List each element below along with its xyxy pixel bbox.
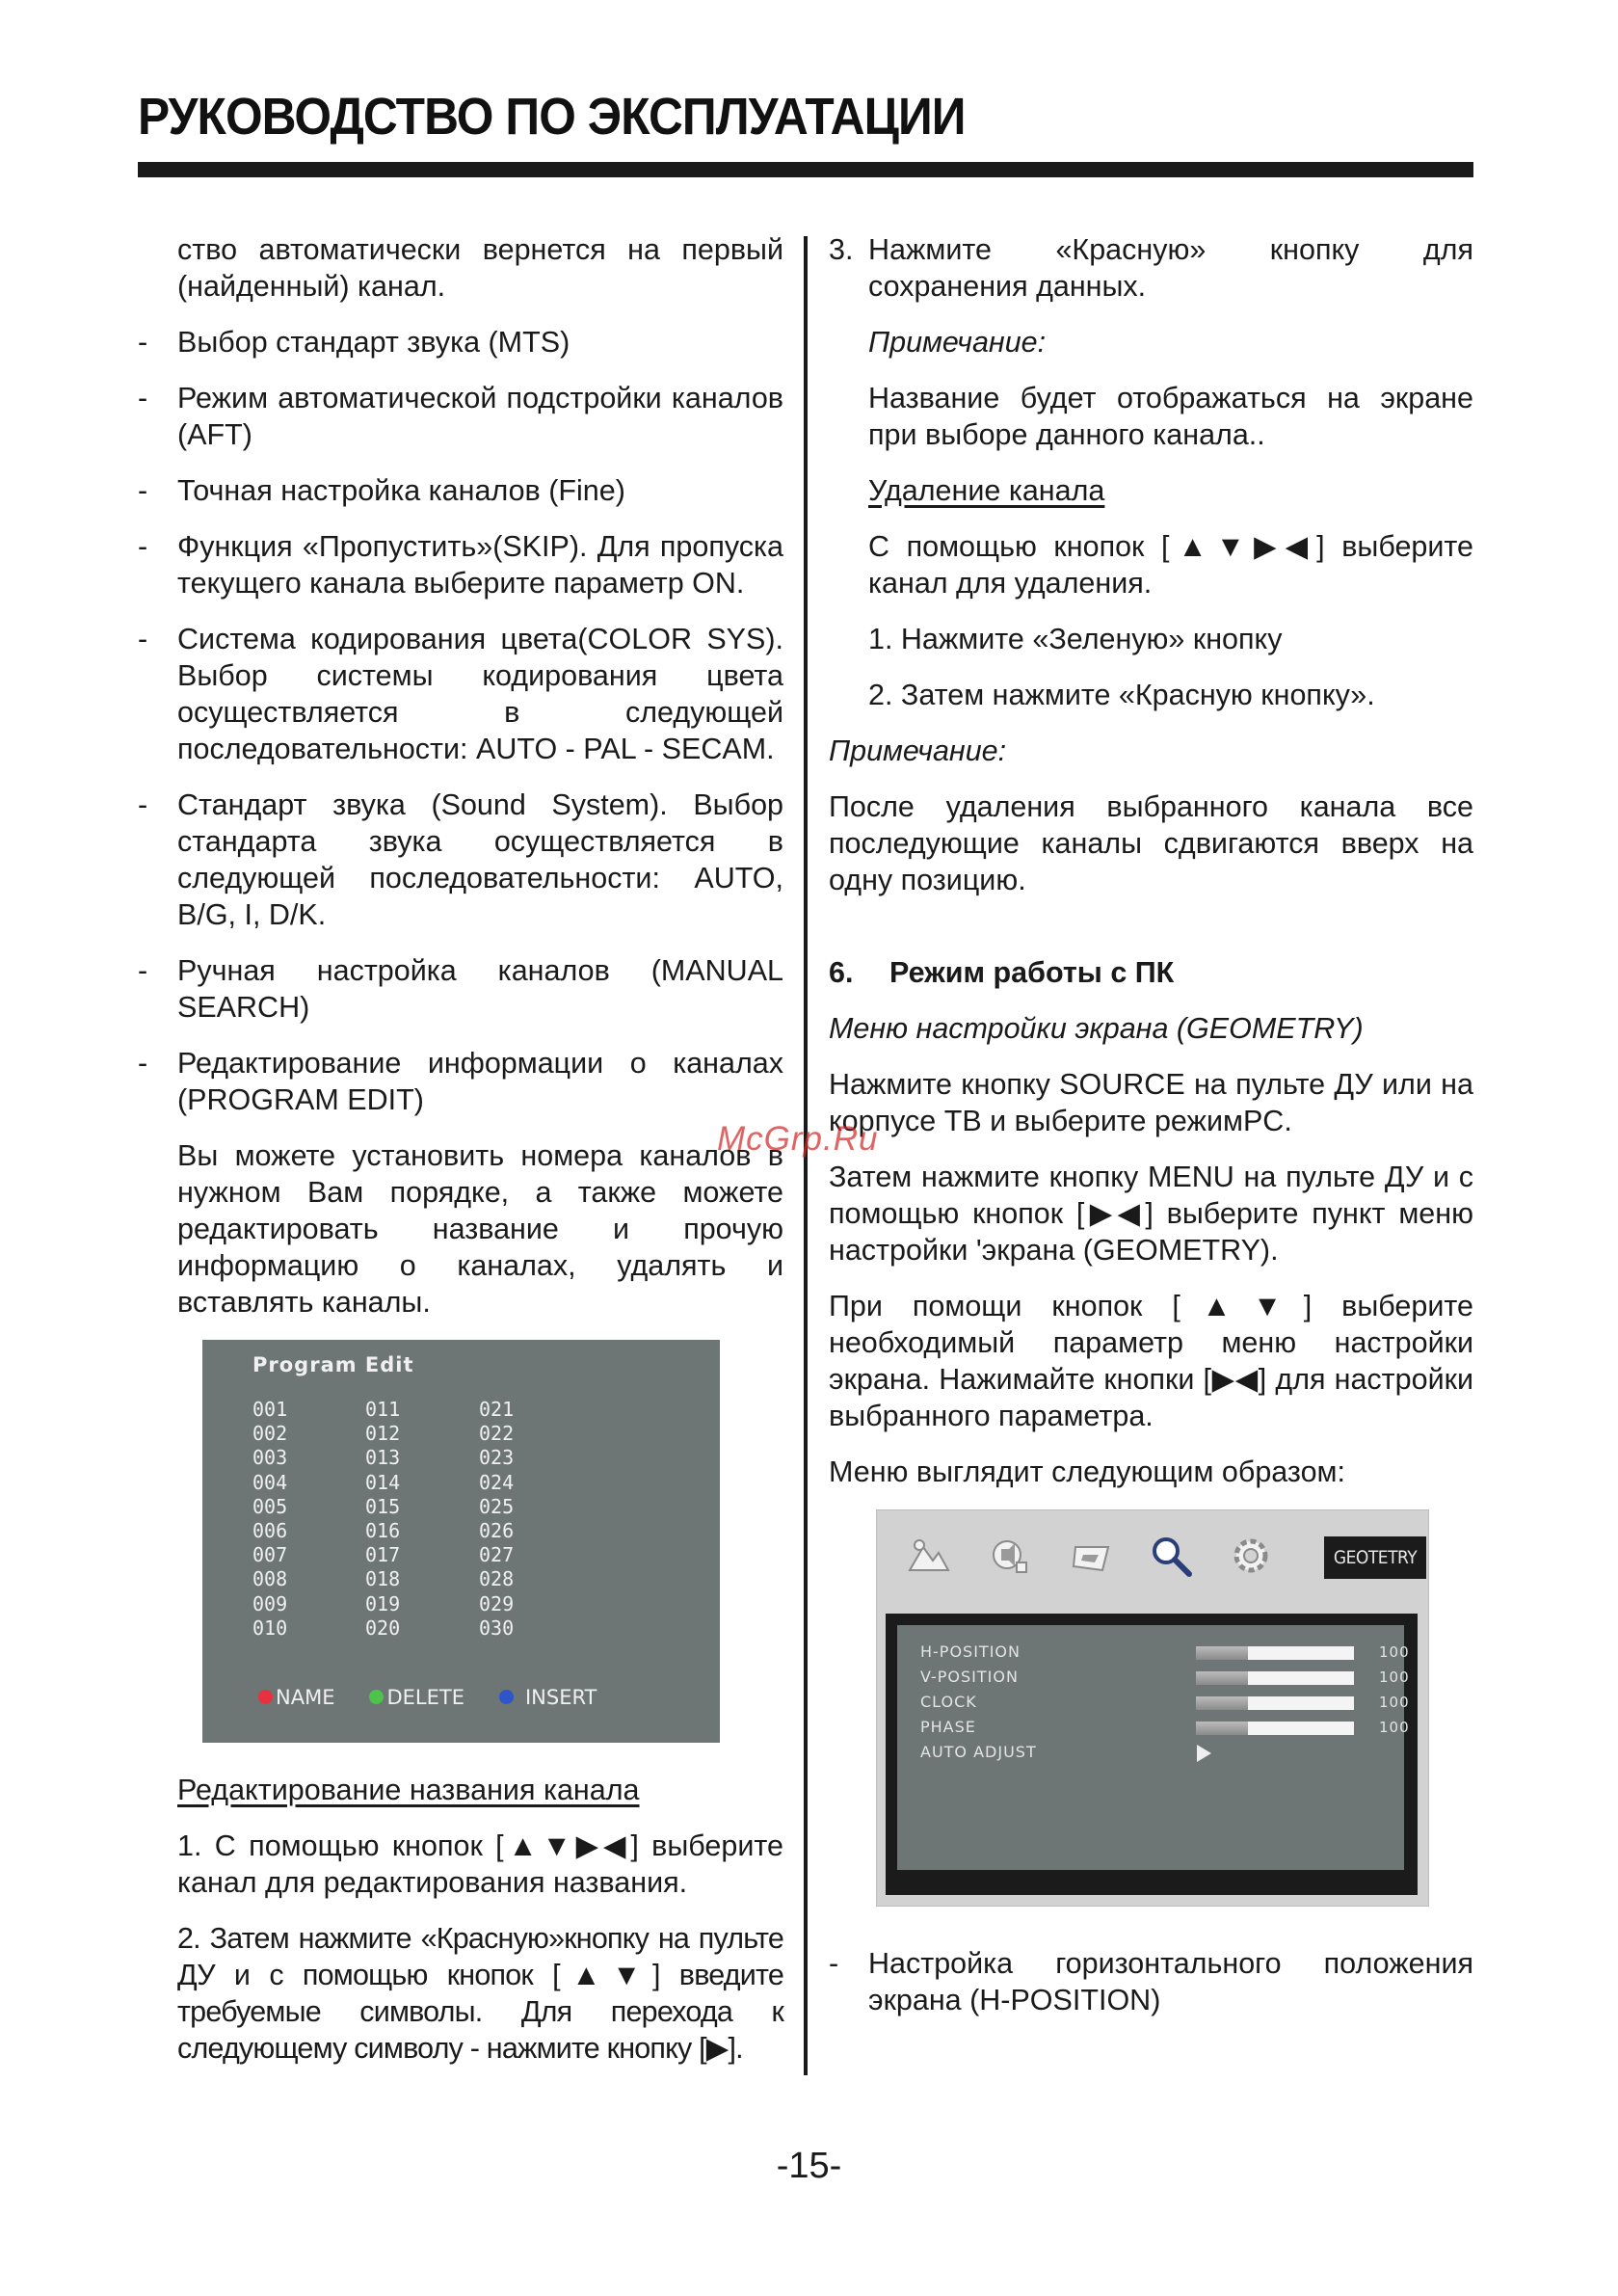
slider-fill <box>1196 1722 1248 1735</box>
red-dot-icon <box>258 1690 273 1704</box>
page-title: РУКОВОДСТВО ПО ЭКСПЛУАТАЦИИ <box>138 88 966 146</box>
program-edit-description: Вы можете установить номера каналов в нужном Вам порядке, а также можете редактировать название и прочую информацию о каналах, удалять и вставлять каналы. <box>177 1139 783 1319</box>
program-edit-panel <box>202 1340 720 1743</box>
channel-number: 025 <box>479 1494 515 1518</box>
menu-row-phase: PHASE 100 <box>920 1718 1410 1736</box>
channel-column-1 <box>252 1398 287 1641</box>
bullet-item: - Стандарт звука (Sound System). Выбор стандарта звука осуществляется в следующей последовательности: AUTO, B/G, I, D/K. <box>138 788 783 931</box>
slider-fill <box>1196 1646 1248 1660</box>
note-label-2: Примечание: <box>829 734 1007 767</box>
slider-track <box>1196 1646 1354 1660</box>
slider-fill <box>1196 1671 1248 1685</box>
channel-number: 012 <box>365 1422 401 1446</box>
channel-number: 024 <box>479 1470 515 1494</box>
pc-paragraph-2: Затем нажмите кнопку MENU на пульте ДУ и с помощью кнопок [▶◀] выберите пункт меню настройки 'экрана (GEOMETRY). <box>829 1161 1473 1267</box>
step-3: 3. Нажмите «Красную» кнопку для сохранения данных. <box>829 233 1473 303</box>
channel-number: 020 <box>365 1615 401 1640</box>
bullet-item: - Функция «Пропустить»(SKIP). Для пропуска текущего канала выберите параметр ON. <box>138 530 783 600</box>
watermark: McGrp.Ru <box>717 1120 879 1158</box>
channel-number: 008 <box>252 1567 288 1591</box>
channel-number: 021 <box>479 1398 515 1421</box>
bullet-item: - Выбор стандарт звука (MTS) <box>138 326 570 359</box>
right-column <box>829 231 1473 2038</box>
channel-number: 029 <box>479 1591 515 1615</box>
note-text-2: После удаления выбранного канала все последующие каналы сдвигаются вверх на одну позицию. <box>829 790 1473 896</box>
delete-channel-heading: Удаление канала <box>868 474 1105 507</box>
geometry-subtitle: Меню настройки экрана (GEOMETRY) <box>829 1012 1364 1045</box>
channel-number: 019 <box>365 1591 401 1615</box>
gear-icon <box>1229 1534 1273 1578</box>
legend-name: NAME <box>276 1686 335 1709</box>
channel-number: 018 <box>365 1567 401 1591</box>
delete-step-2: 2. Затем нажмите «Красную кнопку». <box>868 679 1375 711</box>
channel-number: 030 <box>479 1615 515 1640</box>
channel-number: 013 <box>365 1446 401 1470</box>
channel-number: 023 <box>479 1446 515 1470</box>
bullet-item: - Режим автоматической подстройки каналов (AFT) <box>138 382 783 451</box>
channel-column-2 <box>365 1398 400 1641</box>
edit-name-step-2: 2. Затем нажмите «Красную»кнопку на пульте ДУ и с помощью кнопок [▲▼] введите требуемые символы. Для перехода к следующему символу - нажмите кнопку [▶]. <box>177 1922 783 2065</box>
channel-number: 001 <box>252 1398 288 1421</box>
menu-tab-bar <box>877 1510 1428 1607</box>
channel-number: 015 <box>365 1494 401 1518</box>
section-heading: 6. Режим работы с ПК <box>829 956 1175 989</box>
screen-icon <box>1070 1534 1114 1578</box>
channel-number: 003 <box>252 1446 288 1470</box>
geometry-tab: GEOTETRY <box>1324 1536 1426 1579</box>
pc-paragraph-3: При помощи кнопок [▲▼] выберите необходимый параметр меню настройки экрана. Нажимайте кнопки [▶◀] для настройки выбранного параметра. <box>829 1290 1473 1432</box>
channel-number: 022 <box>479 1422 515 1446</box>
slider-fill <box>1196 1696 1248 1710</box>
pc-paragraph-4: Меню выглядит следующим образом: <box>829 1455 1345 1488</box>
title-rule <box>138 162 1473 177</box>
channel-number: 009 <box>252 1591 288 1615</box>
delete-step-1: 1. Нажмите «Зеленую» кнопку <box>868 623 1283 655</box>
program-edit-title: Program Edit <box>252 1353 414 1376</box>
green-dot-icon <box>369 1690 384 1704</box>
slider-track <box>1196 1722 1354 1735</box>
channel-number: 027 <box>479 1543 515 1567</box>
bullet-item: - Система кодирования цвета(COLOR SYS). Выбор системы кодирования цвета осуществляется в следующей последовательности: AUTO - PAL - SECAM. <box>138 623 783 765</box>
left-column <box>138 231 783 2086</box>
channel-number: 011 <box>365 1398 401 1421</box>
edit-name-step-1: 1. С помощью кнопок [▲▼▶◀] выберите канал для редактирования названия. <box>177 1829 783 1899</box>
channel-number: 016 <box>365 1518 401 1542</box>
color-legend <box>258 1685 631 1710</box>
magnifier-icon <box>1149 1534 1193 1578</box>
menu-row-clock: CLOCK 100 <box>920 1693 1410 1711</box>
legend-insert: INSERT <box>524 1686 597 1709</box>
geometry-menu-screenshot <box>876 1509 1429 1907</box>
picture-icon <box>906 1534 950 1578</box>
menu-row-h-position: H-POSITION 100 <box>920 1642 1410 1661</box>
channel-column-3 <box>479 1398 514 1641</box>
channel-number: 002 <box>252 1422 288 1446</box>
sound-icon <box>988 1534 1032 1578</box>
delete-channel-text: С помощью кнопок [▲▼▶◀] выберите канал для удаления. <box>868 530 1473 600</box>
play-arrow-icon <box>1197 1745 1211 1762</box>
pc-paragraph-1: Нажмите кнопку SOURCE на пульте ДУ или на корпусе ТВ и выберите режимPC. <box>829 1068 1473 1137</box>
slider-track <box>1196 1671 1354 1685</box>
channel-number: 007 <box>252 1543 288 1567</box>
channel-number: 010 <box>252 1615 288 1640</box>
channel-number: 017 <box>365 1543 401 1567</box>
bullet-item: - Редактирование информации о каналах (PROGRAM EDIT) <box>138 1047 783 1116</box>
channel-number: 005 <box>252 1494 288 1518</box>
channel-number: 004 <box>252 1470 288 1494</box>
channel-number: 006 <box>252 1518 288 1542</box>
channel-number: 028 <box>479 1567 515 1591</box>
note-label: Примечание: <box>868 326 1047 359</box>
slider-track <box>1196 1696 1354 1710</box>
legend-delete: DELETE <box>386 1686 464 1709</box>
bullet-item: - Настройка горизонтального положения экрана (H-POSITION) <box>829 1947 1473 2016</box>
menu-row-auto-adjust: AUTO ADJUST <box>920 1740 1402 1765</box>
edit-name-heading: Редактирование названия канала <box>177 1774 640 1806</box>
blue-dot-icon <box>499 1690 514 1704</box>
page-number: -15- <box>776 2146 842 2186</box>
channel-number: 026 <box>479 1518 515 1542</box>
note-text: Название будет отображаться на экране при выборе данного канала.. <box>868 382 1473 451</box>
intro-text: ство автоматически вернется на первый (найденный) канал. <box>177 233 783 303</box>
bullet-item: - Точная настройка каналов (Fine) <box>138 474 625 507</box>
bullet-item: - Ручная настройка каналов (MANUAL SEARCH) <box>138 954 783 1024</box>
channel-number: 014 <box>365 1470 401 1494</box>
menu-row-v-position: V-POSITION 100 <box>920 1668 1410 1686</box>
geometry-settings-panel <box>886 1614 1418 1895</box>
